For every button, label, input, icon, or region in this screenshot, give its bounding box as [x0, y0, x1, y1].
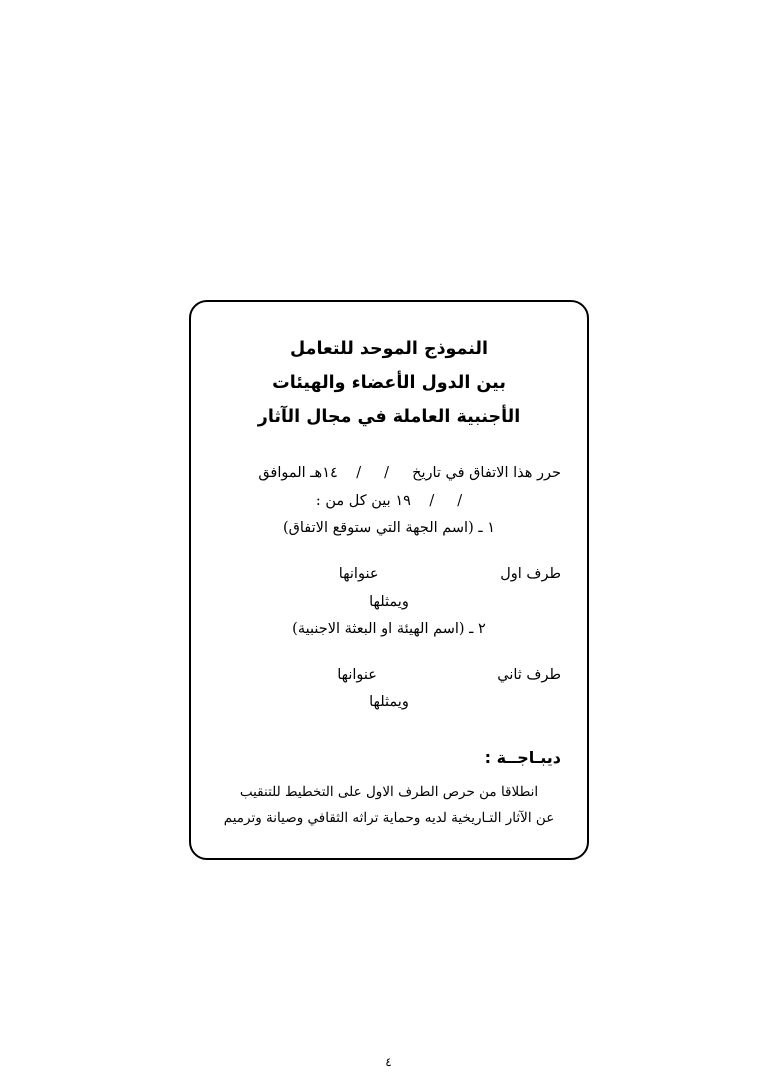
- party-one-address: عنوانها: [338, 566, 379, 583]
- form-body: [217, 460, 561, 831]
- party-one-representative: ويمثلها: [369, 593, 409, 610]
- agreement-year-line: / / ١٩ بين كل من :: [315, 492, 463, 509]
- party-two-representative: ويمثلها: [369, 694, 409, 711]
- party-one-label: طرف اول: [500, 566, 561, 583]
- title-line-3: الأجنبية العاملة في مجال الآثار: [257, 407, 521, 428]
- party-one-address-row: [217, 561, 561, 589]
- party-two-name: ٢ ـ (اسم الهيئة او البعثة الاجنبية): [292, 621, 486, 638]
- agreement-date-line: حرر هذا الاتفاق في تاريخ / / ١٤هـ الموافق: [258, 465, 561, 482]
- party-one-name: ١ ـ (اسم الجهة التي ستوقع الاتفاق): [282, 520, 495, 537]
- party-two-label: طرف ثاني: [497, 666, 561, 683]
- form-box: [189, 300, 589, 860]
- preamble-line-1: انطلاقا من حرص الطرف الاول على التخطيط للتنقيب: [239, 784, 539, 801]
- preamble-line-2: عن الآثار التـاريخية لديه وحماية تراثه الثقافي وصيانة وترميم: [223, 810, 555, 827]
- document-title: [217, 332, 561, 434]
- title-line-2: بين الدول الأعضاء والهيئات: [272, 373, 506, 394]
- title-line-1: النموذج الموحد للتعامل: [290, 339, 488, 359]
- party-two-address-row: [217, 662, 561, 690]
- party-two-address: عنوانها: [337, 666, 377, 683]
- page-number: ٤: [385, 1055, 392, 1069]
- preamble-heading: ديبـاجــة :: [484, 747, 561, 767]
